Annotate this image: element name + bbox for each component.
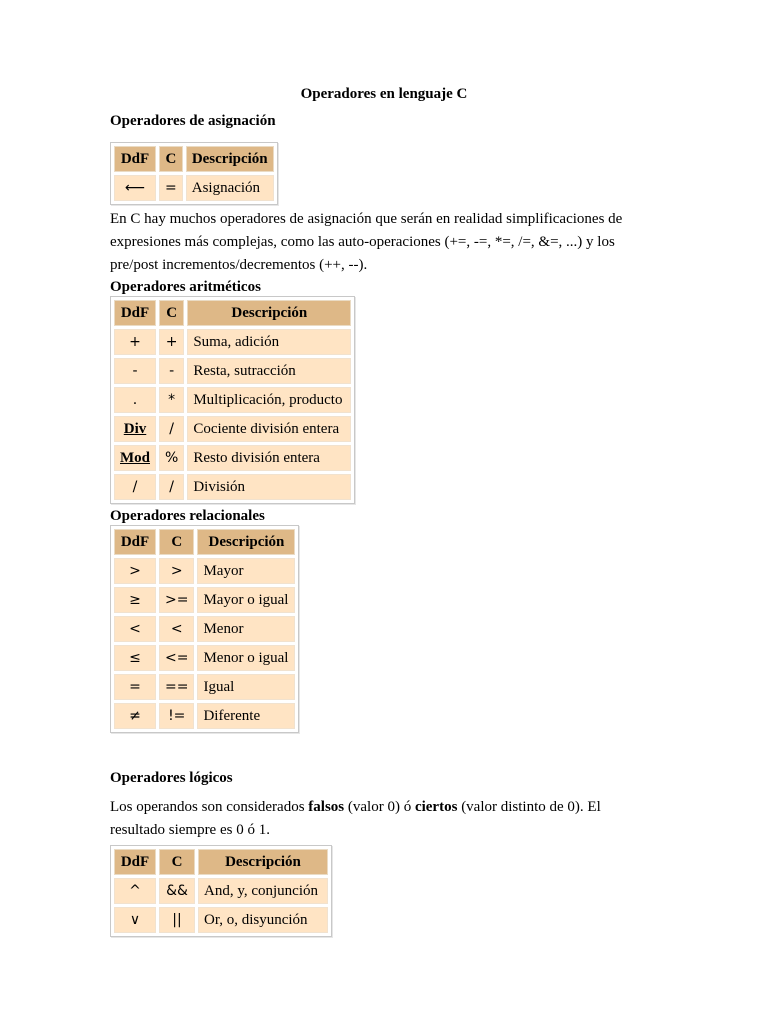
cell-c: / (159, 474, 184, 500)
col-header-c: C (159, 849, 195, 875)
table-row (114, 703, 295, 729)
cell-c: / (159, 416, 184, 442)
cell-descripcion: Asignación (186, 175, 274, 201)
paragraph-text: (valor distinto de 0). El resultado siempre es 0 ó 1. (110, 799, 601, 838)
col-header-descripcion: Descripción (187, 300, 351, 326)
table-row (114, 587, 295, 613)
cell-c: % (159, 445, 184, 471)
cell-ddf: < (114, 616, 156, 642)
bold-falsos: falsos (308, 799, 345, 815)
cell-ddf (114, 416, 156, 442)
cell-descripcion: Menor o igual (197, 645, 295, 671)
col-header-ddf: DdF (114, 146, 156, 172)
table-logicos (110, 845, 332, 937)
table-row (114, 445, 351, 471)
cell-descripcion: Resta, sutracción (187, 358, 351, 384)
cell-descripcion: Igual (197, 674, 295, 700)
cell-c: <= (159, 645, 194, 671)
table-row (114, 416, 351, 442)
table-header-row (114, 849, 328, 875)
col-header-ddf: DdF (114, 849, 156, 875)
cell-c: == (159, 674, 194, 700)
table-row (114, 474, 351, 500)
cell-c: = (159, 175, 183, 201)
cell-c: < (159, 616, 194, 642)
table-row (114, 645, 295, 671)
cell-c: - (159, 358, 184, 384)
cell-descripcion: Suma, adición (187, 329, 351, 355)
col-header-c: C (159, 146, 183, 172)
cell-ddf: ∨ (114, 907, 156, 933)
page-title: Operadores en lenguaje C (300, 86, 468, 102)
paragraph-text: Los operandos son considerados (110, 799, 309, 815)
cell-ddf: ≤ (114, 645, 156, 671)
col-header-c: C (159, 300, 184, 326)
heading-aritmeticos: Operadores aritméticos (110, 279, 261, 295)
cell-ddf: ^ (114, 878, 156, 904)
cell-ddf: ≠ (114, 703, 156, 729)
cell-descripcion: And, y, conjunción (198, 878, 328, 904)
cell-ddf: > (114, 558, 156, 584)
paragraph-text: (valor 0) ó (344, 799, 415, 815)
table-row (114, 616, 295, 642)
col-header-descripcion: Descripción (198, 849, 328, 875)
cell-descripcion: División (187, 474, 351, 500)
cell-ddf: ⟵ (114, 175, 156, 201)
table-row (114, 358, 351, 384)
cell-descripcion: Cociente división entera (187, 416, 351, 442)
table-row (114, 878, 328, 904)
cell-c: * (159, 387, 184, 413)
cell-ddf: ≥ (114, 587, 156, 613)
cell-descripcion: Mayor (197, 558, 295, 584)
cell-c: != (159, 703, 194, 729)
paragraph-asignacion: En C hay muchos operadores de asignación que serán en realidad simplificaciones de expresiones más complejas, como las auto-operaciones (+=, -=, *=, /=, &=, ...) y los pre/post incrementos/decrementos (++, --). (110, 211, 623, 273)
cell-descripcion: Or, o, disyunción (198, 907, 328, 933)
cell-c: > (159, 558, 194, 584)
cell-ddf: = (114, 674, 156, 700)
cell-descripcion: Mayor o igual (197, 587, 295, 613)
table-row (114, 329, 351, 355)
cell-ddf: + (114, 329, 156, 355)
cell-descripcion: Diferente (197, 703, 295, 729)
cell-c: >= (159, 587, 194, 613)
cell-c: + (159, 329, 184, 355)
table-header-row (114, 529, 295, 555)
div-link[interactable]: Div (123, 420, 147, 437)
cell-descripcion: Multiplicación, producto (187, 387, 351, 413)
cell-ddf: - (114, 358, 156, 384)
cell-descripcion: Menor (197, 616, 295, 642)
heading-asignacion: Operadores de asignación (110, 113, 276, 129)
table-row (114, 387, 351, 413)
cell-ddf: . (114, 387, 156, 413)
cell-descripcion: Resto división entera (187, 445, 351, 471)
col-header-c: C (159, 529, 194, 555)
mod-link[interactable]: Mod (120, 449, 150, 466)
cell-ddf (114, 445, 156, 471)
bold-ciertos: ciertos (414, 799, 458, 815)
cell-ddf: / (114, 474, 156, 500)
table-aritmeticos (110, 296, 355, 504)
heading-relacionales: Operadores relacionales (110, 508, 265, 524)
table-relacionales (110, 525, 299, 733)
col-header-ddf: DdF (114, 529, 156, 555)
table-row (114, 558, 295, 584)
col-header-descripcion: Descripción (186, 146, 274, 172)
table-row (114, 175, 274, 201)
col-header-descripcion: Descripción (197, 529, 295, 555)
table-header-row (114, 300, 351, 326)
paragraph-logicos (110, 796, 650, 842)
table-asignacion (110, 142, 278, 205)
cell-c: && (159, 878, 195, 904)
col-header-ddf: DdF (114, 300, 156, 326)
table-row (114, 907, 328, 933)
heading-logicos: Operadores lógicos (110, 770, 233, 786)
table-row (114, 674, 295, 700)
table-header-row (114, 146, 274, 172)
cell-c: || (159, 907, 195, 933)
